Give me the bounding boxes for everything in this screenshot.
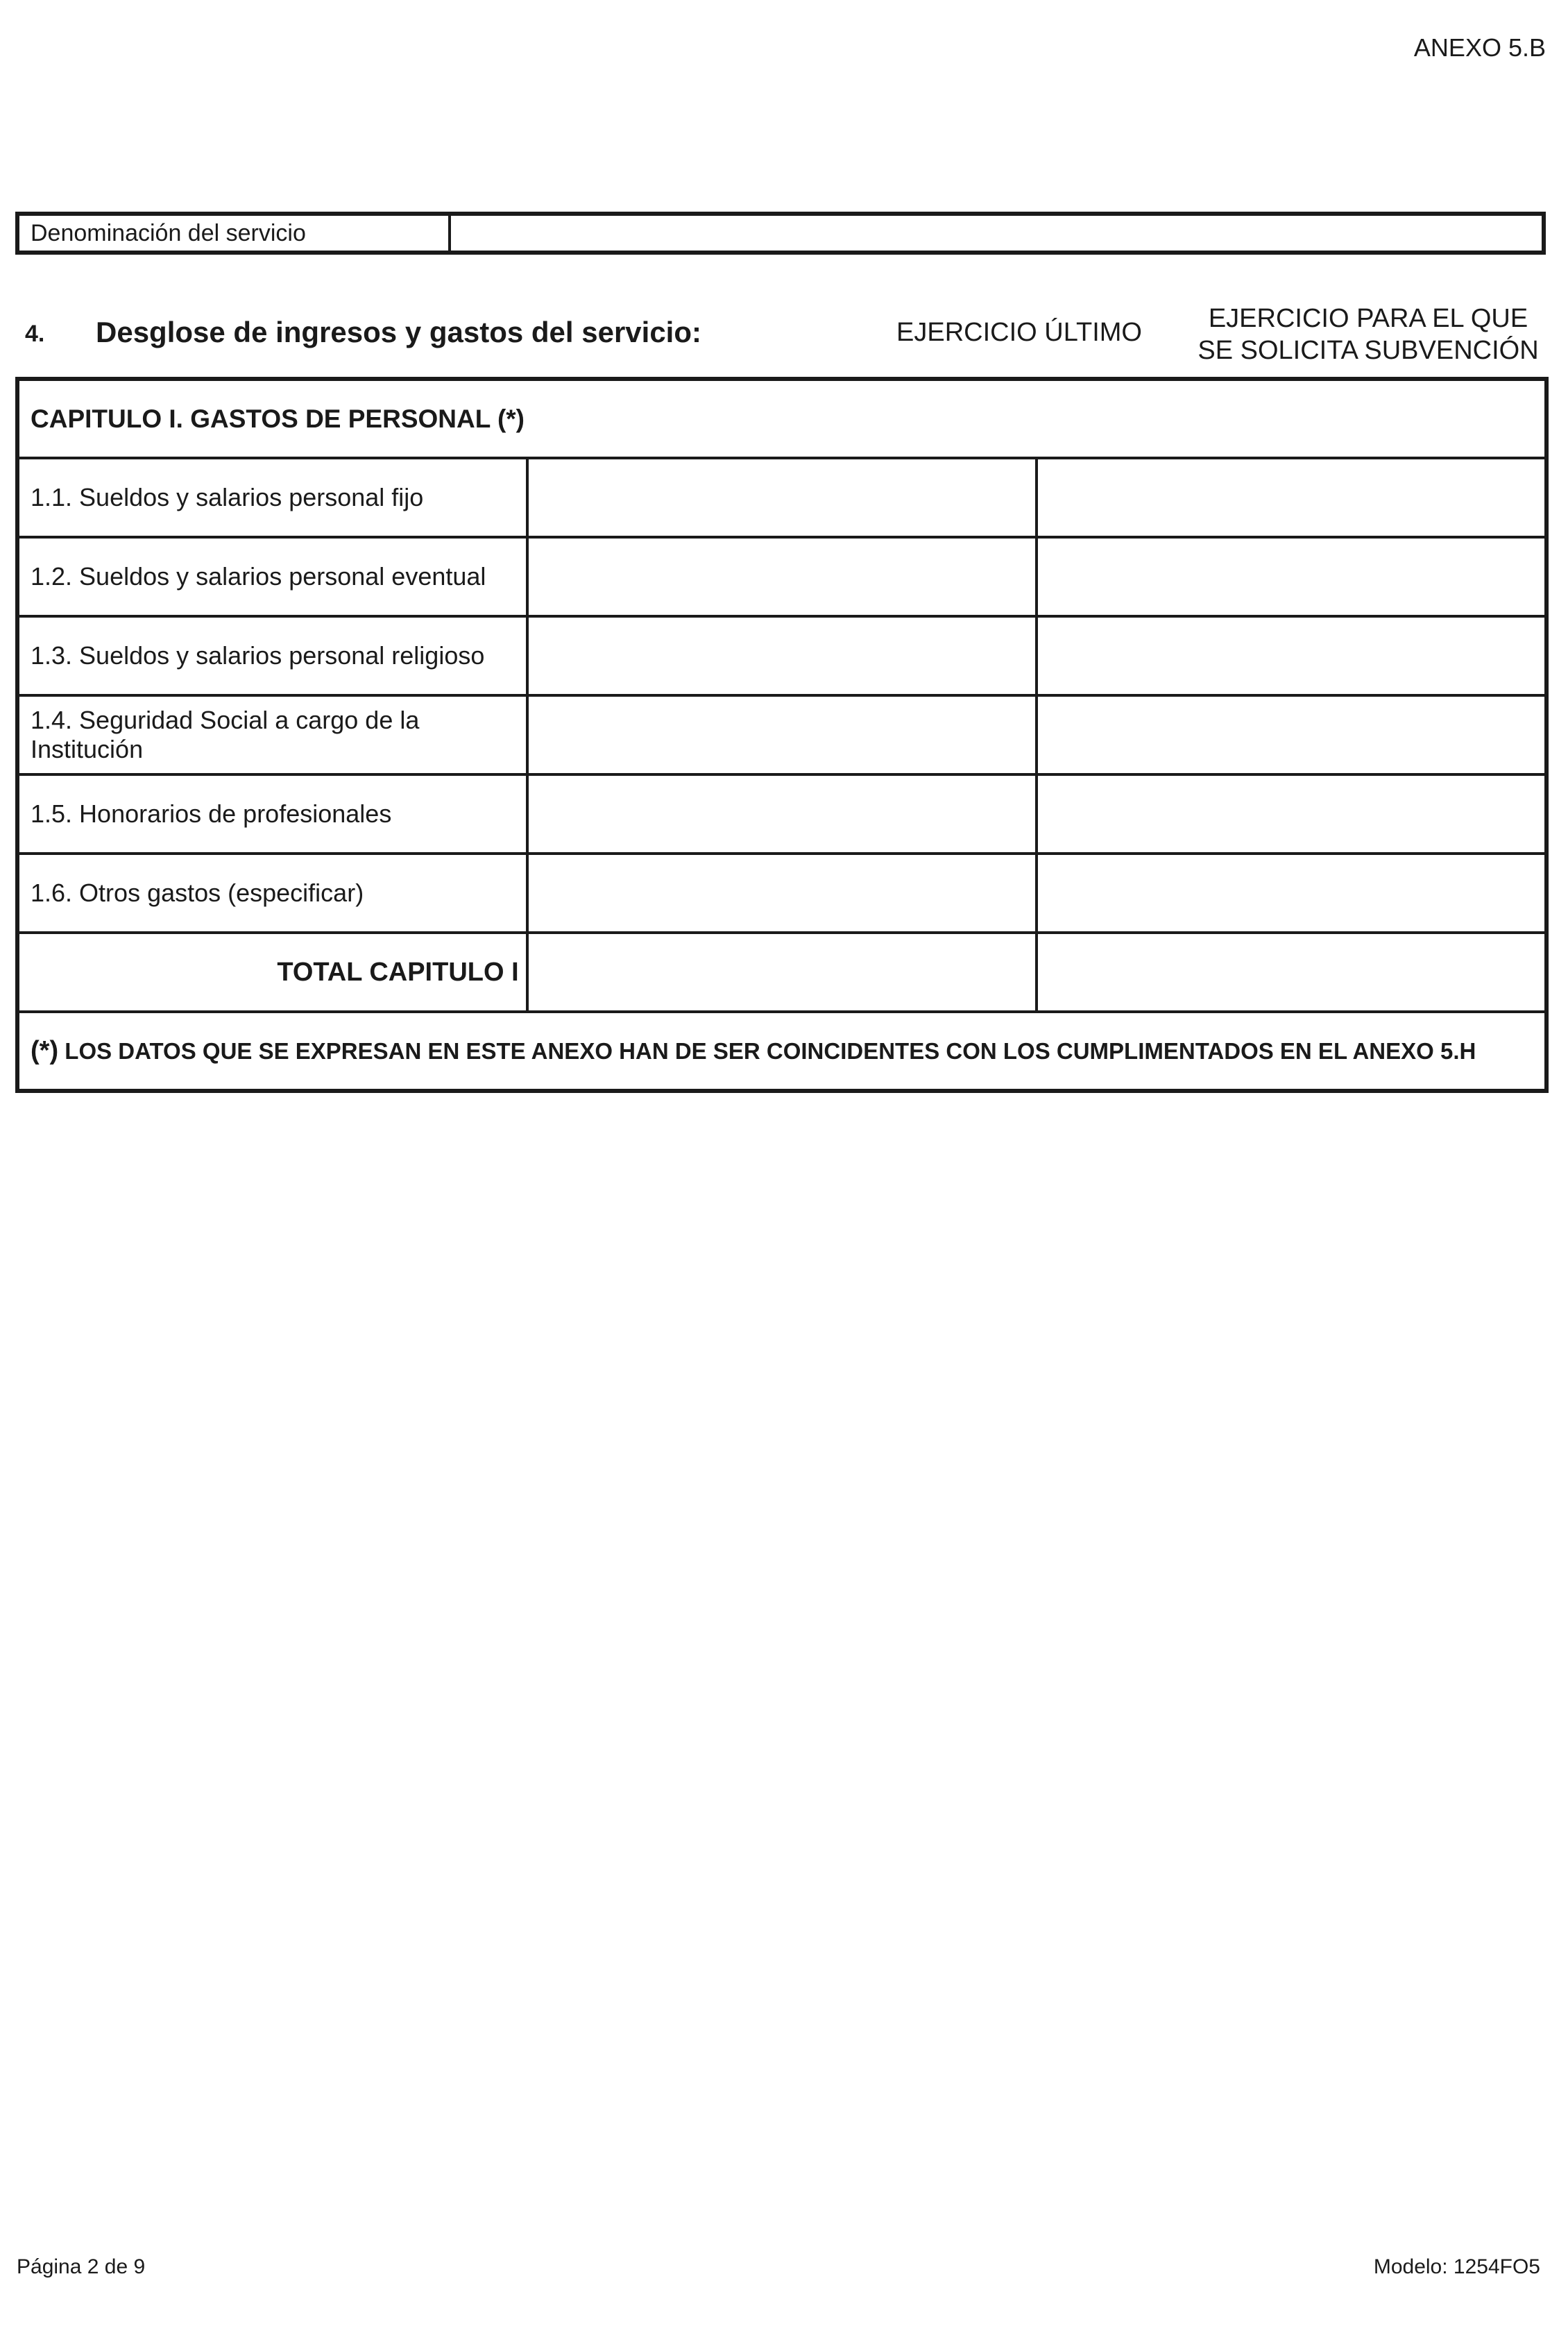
table-row <box>17 695 1546 774</box>
column-header-request-line1: EJERCICIO PARA EL QUE <box>1208 304 1528 333</box>
expense-table <box>15 377 1549 1093</box>
column-header-last-year: EJERCICIO ÚLTIMO <box>896 318 1142 347</box>
denomination-label: Denominación del servicio <box>19 216 451 251</box>
column-header-request-year <box>1188 303 1549 366</box>
table-row <box>17 616 1546 695</box>
row-label: 1.6. Otros gastos (especificar) <box>17 854 527 933</box>
annex-label: ANEXO 5.B <box>1413 33 1546 62</box>
request-year-input[interactable] <box>1037 695 1546 774</box>
last-year-input[interactable] <box>527 616 1037 695</box>
request-year-input[interactable] <box>1037 458 1546 537</box>
request-year-input[interactable] <box>1037 774 1546 854</box>
last-year-input[interactable] <box>527 537 1037 616</box>
last-year-input[interactable] <box>527 854 1037 933</box>
total-last-year-input[interactable] <box>527 933 1037 1012</box>
table-row <box>17 854 1546 933</box>
total-row <box>17 933 1546 1012</box>
total-label: TOTAL CAPITULO I <box>17 933 527 1012</box>
request-year-input[interactable] <box>1037 616 1546 695</box>
request-year-input[interactable] <box>1037 854 1546 933</box>
row-label: 1.2. Sueldos y salarios personal eventual <box>17 537 527 616</box>
section-title: Desglose de ingresos y gastos del servicio: <box>96 316 701 348</box>
model-code: Modelo: 1254FO5 <box>1373 2255 1540 2278</box>
row-label: 1.4. Seguridad Social a cargo de la Institución <box>17 695 527 774</box>
denomination-input[interactable] <box>451 216 1542 251</box>
page-number: Página 2 de 9 <box>17 2255 146 2278</box>
footnote <box>17 1012 1546 1091</box>
footnote-text: LOS DATOS QUE SE EXPRESAN EN ESTE ANEXO HAN DE SER COINCIDENTES CON LOS CUMPLIMENTADOS EN EL ANEXO 5.H <box>65 1038 1476 1064</box>
footnote-marker: (*) <box>31 1036 59 1065</box>
column-header-request-line2: SE SOLICITA SUBVENCIÓN <box>1198 336 1539 365</box>
table-row <box>17 537 1546 616</box>
last-year-input[interactable] <box>527 695 1037 774</box>
denomination-row <box>15 212 1546 255</box>
section-number: 4. <box>25 321 45 347</box>
last-year-input[interactable] <box>527 774 1037 854</box>
note-row <box>17 1012 1546 1091</box>
table-row <box>17 458 1546 537</box>
total-request-year-input[interactable] <box>1037 933 1546 1012</box>
last-year-input[interactable] <box>527 458 1037 537</box>
chapter-title: CAPITULO I. GASTOS DE PERSONAL (*) <box>17 379 1546 458</box>
request-year-input[interactable] <box>1037 537 1546 616</box>
row-label: 1.1. Sueldos y salarios personal fijo <box>17 458 527 537</box>
chapter-row <box>17 379 1546 458</box>
table-row <box>17 774 1546 854</box>
row-label: 1.3. Sueldos y salarios personal religioso <box>17 616 527 695</box>
row-label: 1.5. Honorarios de profesionales <box>17 774 527 854</box>
